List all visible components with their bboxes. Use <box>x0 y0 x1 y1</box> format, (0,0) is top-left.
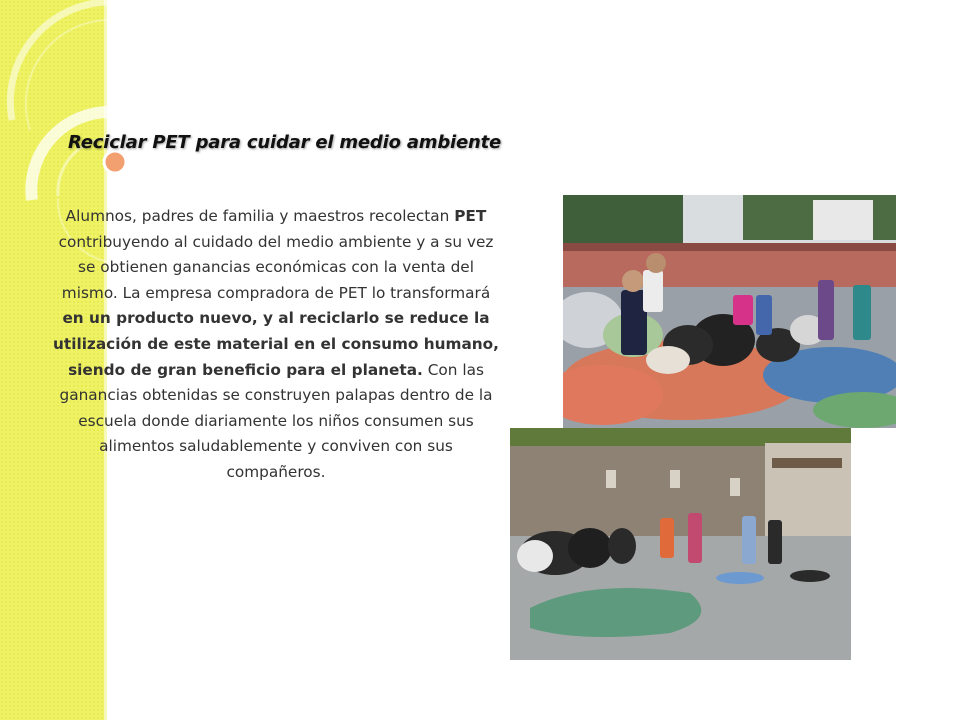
accent-dot <box>104 151 126 173</box>
recycling-photo-schoolyard <box>510 428 851 660</box>
body-text-part-2: contribuyendo al cuidado del medio ambiente y a su vez se obtienen ganancias económicas con la venta del mismo. La empresa compradora de PET lo transformará <box>58 232 494 302</box>
body-bold-statement: en un producto nuevo, y al reciclarlo se reduce la utilización de este material en el consumo humano, siendo de gran beneficio para el planeta. <box>53 309 499 379</box>
body-text-part-3: Con las ganancias obtenidas se construyen palapas dentro de la escuela donde diariamente los niños consumen sus alimentos saludablemente y conviven con sus compañeros. <box>59 360 493 481</box>
body-bold-pet: PET <box>454 207 487 225</box>
recycling-photo-students <box>563 195 896 428</box>
body-text-part-1: Alumnos, padres de familia y maestros recolectan <box>65 207 455 225</box>
body-paragraph <box>52 204 500 486</box>
slide-title: Reciclar PET para cuidar el medio ambiente <box>68 132 502 153</box>
